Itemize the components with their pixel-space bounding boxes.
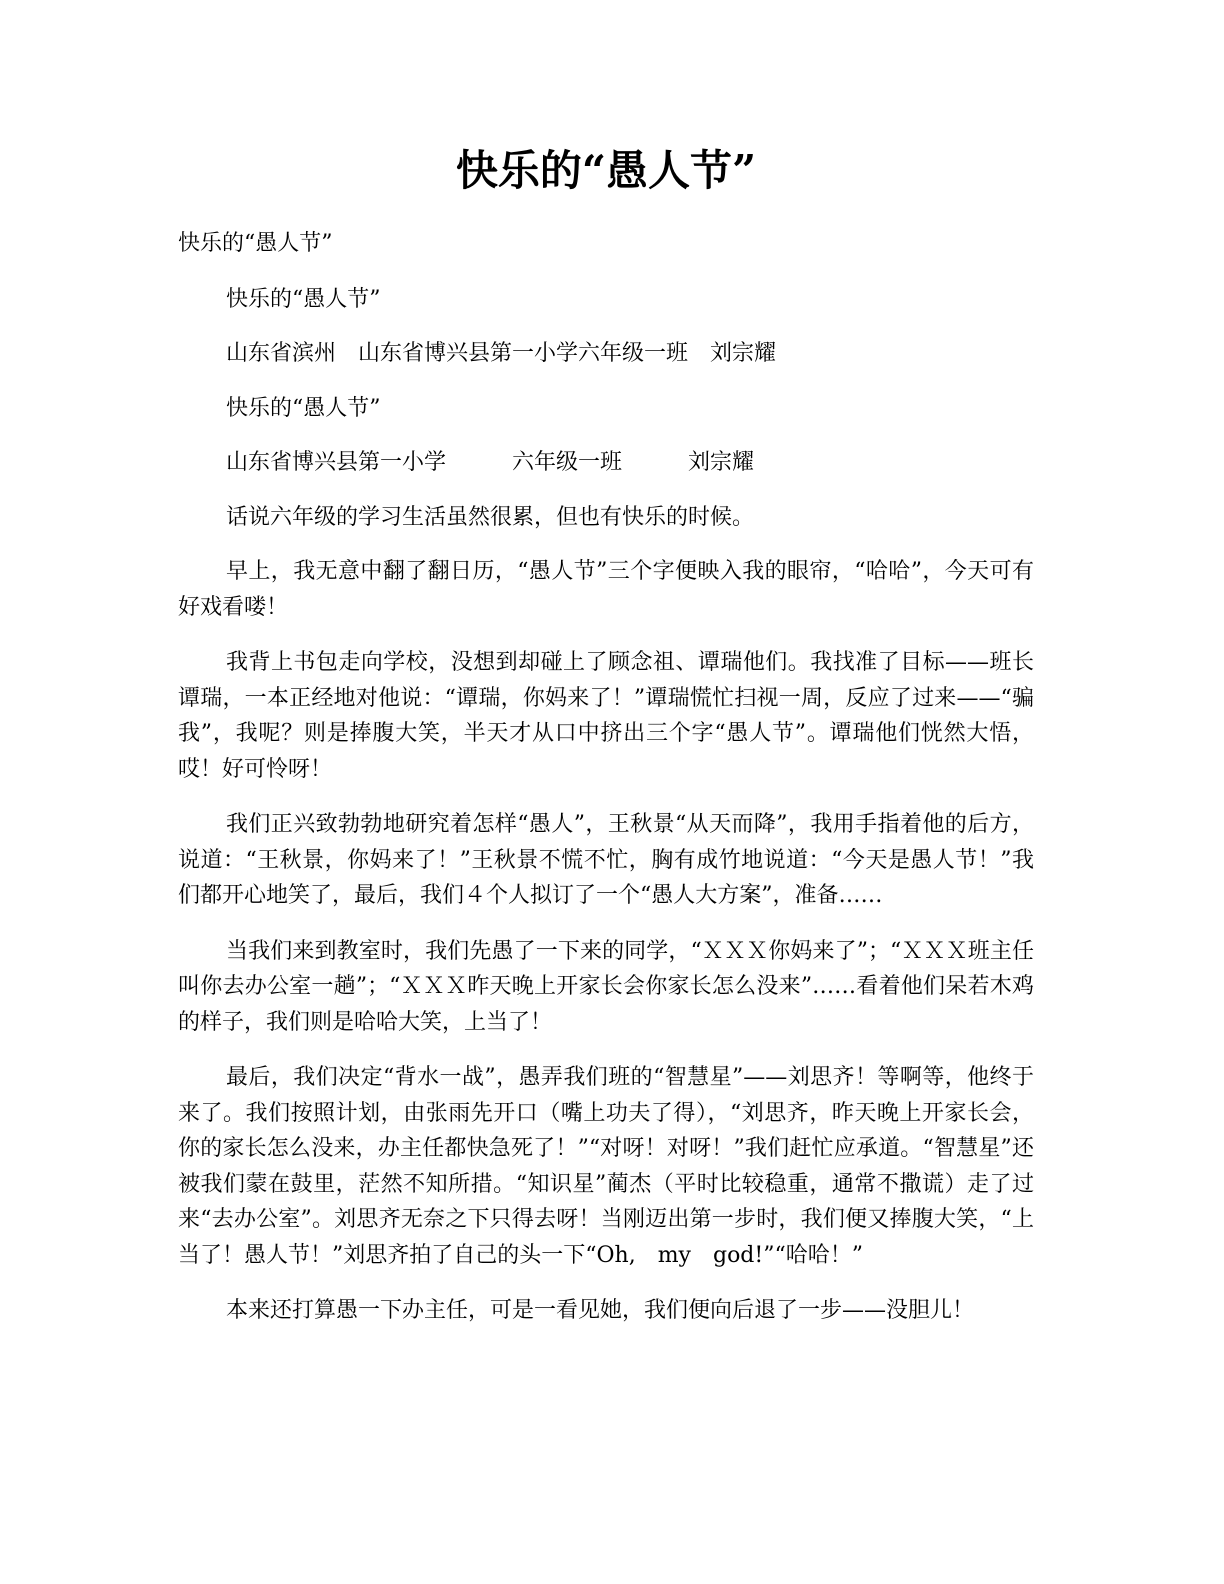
paragraph-ending: 本来还打算愚一下办主任，可是一看见她，我们便向后退了一步——没胆儿！ bbox=[226, 1298, 975, 1323]
paragraph-tan-rui: 我背上书包走向学校，没想到却碰上了顾念祖、谭瑞他们。我找准了目标——班长谭瑞，一本正经地对他说：“谭瑞，你妈来了！”谭瑞慌忙扫视一周，反应了过来——“骗我”，我呢？则是捧腹大笑，半天才从口中挤出三个字“愚人节”。谭瑞他们恍然大悟，哎！好可怜呀！ bbox=[178, 650, 1034, 782]
paragraph-wang-qiujing: 我们正兴致勃勃地研究着怎样“愚人”，王秋景“从天而降”，我用手指着他的后方，说道：“王秋景，你妈来了！”王秋景不慌不忙，胸有成竹地说道：“今天是愚人节！”我们都开心地笑了，最后，我们４个人拟订了一个“愚人大方案”，准备…… bbox=[178, 812, 1034, 908]
document-title: 快乐的“愚人节” bbox=[455, 146, 757, 195]
paragraph-heading-repeat: 快乐的“愚人节” bbox=[178, 231, 333, 256]
paragraph-subtitle-repeat: 快乐的“愚人节” bbox=[226, 395, 381, 421]
paragraph-liu-siqi: 最后，我们决定“背水一战”，愚弄我们班的“智慧星”——刘思齐！等啊等，他终于来了。我们按照计划，由张雨先开口（嘴上功夫了得），“刘思齐，昨天晚上开家长会，你的家长怎么没来，办主任都快急死了！”“对呀！对呀！”我们赶忙应承道。“智慧星”还被我们蒙在鼓里，茫然不知所措。“知识星”蔺杰（平时比较稳重，通常不撒谎）走了过来“去办公室”。刘思齐无奈之下只得去呀！当刚迈出第一步时，我们便又捧腹大笑，“上当了！愚人节！”刘思齐拍了自己的头一下“Oh, my god!”“哈哈！” bbox=[178, 1065, 1034, 1268]
paragraph-subtitle: 快乐的“愚人节” bbox=[226, 286, 381, 312]
paragraph-author-line: 山东省滨州 山东省博兴县第一小学六年级一班 刘宗耀 bbox=[226, 341, 777, 366]
paragraph-intro: 话说六年级的学习生活虽然很累，但也有快乐的时候。 bbox=[226, 504, 755, 530]
paragraph-morning: 早上，我无意中翻了翻日历，“愚人节”三个字便映入我的眼帘，“哈哈”，今天可有好戏看喽！ bbox=[178, 559, 1034, 620]
paragraph-school-line: 山东省博兴县第一小学 六年级一班 刘宗耀 bbox=[226, 450, 755, 475]
document-page bbox=[178, 138, 1034, 1349]
paragraph-classroom: 当我们来到教室时，我们先愚了一下来的同学，“ＸＸＸ你妈来了”；“ＸＸＸ班主任叫你去办公室一趟”；“ＸＸＸ昨天晚上开家长会你家长怎么没来”……看着他们呆若木鸡的样子，我们则是哈哈大笑，上当了！ bbox=[178, 938, 1034, 1035]
